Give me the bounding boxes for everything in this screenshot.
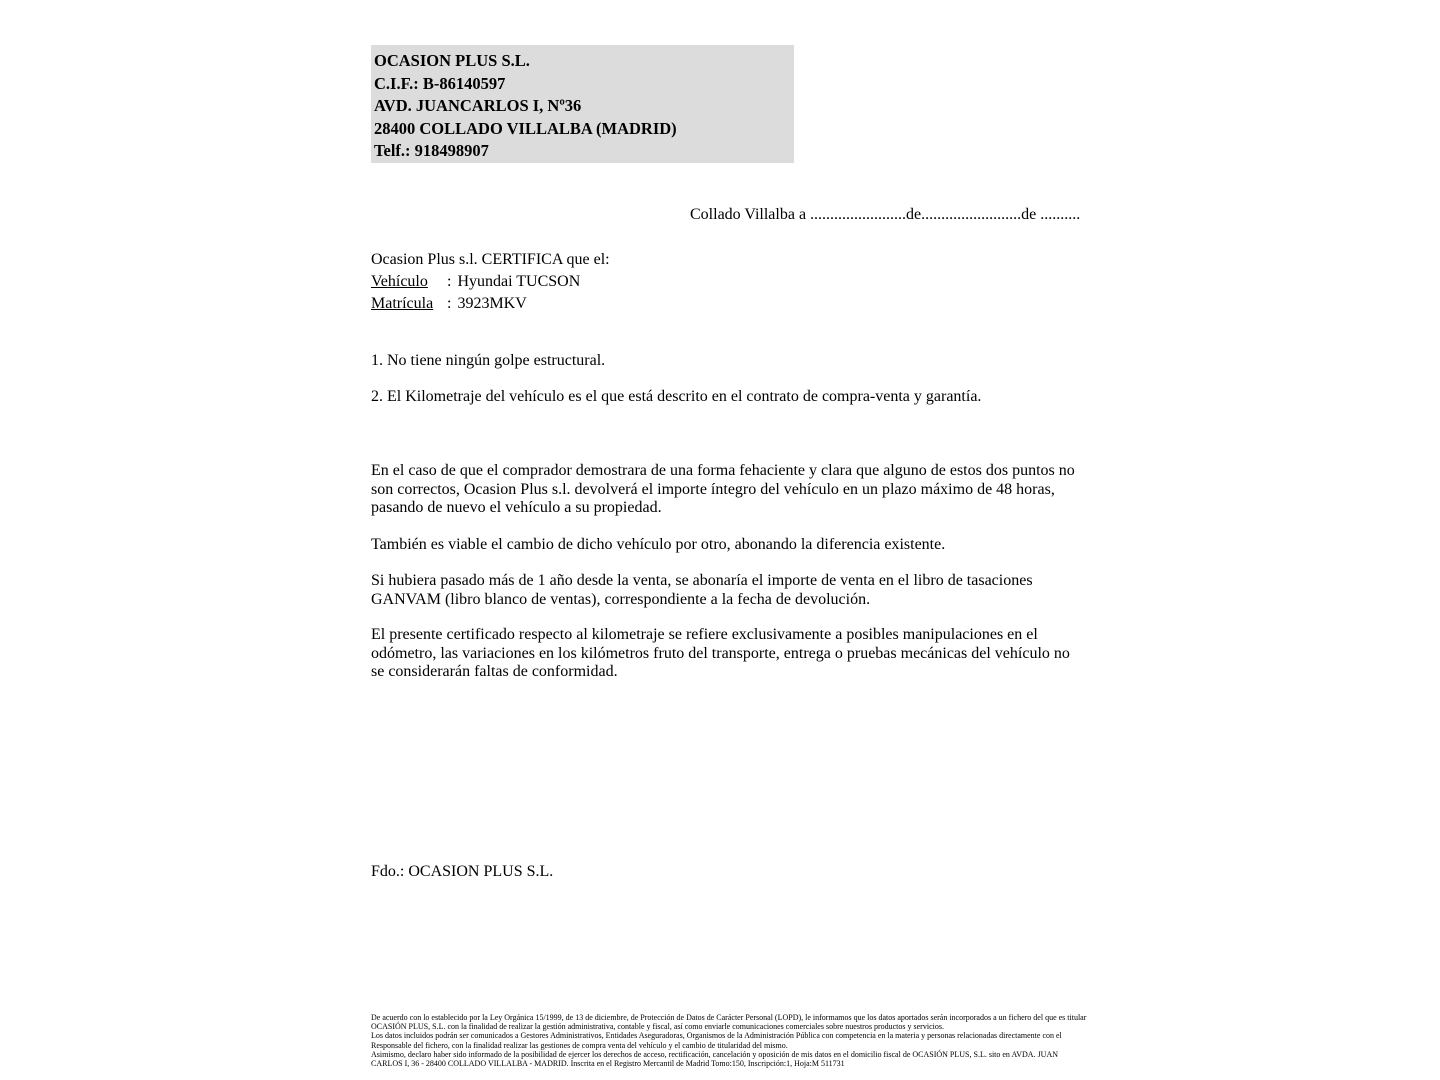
vehicle-separator: : — [447, 273, 452, 290]
company-name: OCASION PLUS S.L. — [374, 51, 530, 70]
legal-footer-line: Los datos incluidos podrán ser comunicados a Gestores Administrativos, Entidades Aseguradoras, Organismos de la Administración Pública con competencia en la materia y personas relacionadas directamente con el — [371, 1031, 1062, 1041]
date-line: Collado Villalba a ........................de.........................de .......... — [690, 206, 1081, 223]
legal-footer — [371, 1013, 1087, 1069]
paragraph-refund: En el caso de que el comprador demostrara de una forma fehaciente y clara que alguno de estos dos puntos no son correctos, Ocasion Plus s.l. devolverá el importe íntegro del vehículo en un plazo máximo de 48 horas, pasando de nuevo el vehículo a su propiedad. — [371, 462, 1075, 516]
point-mileage: 2. El Kilometraje del vehículo es el que está descrito en el contrato de compra-venta y garantía. — [371, 388, 982, 405]
plate-row — [371, 293, 610, 315]
legal-footer-line: Asimismo, declaro haber sido informado de la posibilidad de ejercer los derechos de acceso, rectificación, cancelación y oposición de mis datos en el domicilio fiscal de OCASIÓN PLUS, S.L. sito en AVDA. JUAN — [371, 1049, 1059, 1059]
signature-line: Fdo.: OCASION PLUS S.L. — [371, 863, 554, 880]
paragraph-ganvam: Si hubiera pasado más de 1 año desde la venta, se abonaría el importe de venta en el libro de tasaciones GANVAM (libro blanco de ventas), correspondiente a la fecha de devolución. — [371, 572, 1033, 608]
paragraph-exchange: También es viable el cambio de dicho vehículo por otro, abonando la diferencia existente. — [371, 536, 946, 553]
legal-footer-line: De acuerdo con lo establecido por la Ley Orgánica 15/1999, de 13 de diciembre, de Protección de Datos de Carácter Personal (LOPD), le informamos que los datos aportados serán incorporados a un fichero del que es titular — [371, 1013, 1087, 1022]
company-header-box — [371, 45, 794, 163]
company-cif: C.I.F.: B-86140597 — [374, 73, 506, 93]
legal-footer-line: Responsable del fichero, con la finalidad realizar las gestiones de compra venta del vehículo y el cambio de titularidad del mismo. — [371, 1040, 788, 1050]
paragraph-odometer: El presente certificado respecto al kilometraje se refiere exclusivamente a posibles manipulaciones en el odómetro, las variaciones en los kilómetros fruto del transporte, entrega o pruebas mecánicas del vehículo no se considerarán faltas de conformidad. — [371, 626, 1070, 680]
plate-value: 3923MKV — [457, 295, 527, 312]
certification-block — [371, 249, 610, 315]
plate-separator: : — [447, 295, 452, 312]
vehicle-row — [371, 271, 610, 293]
vehicle-value: Hyundai TUCSON — [457, 273, 581, 290]
vehicle-label: Vehículo — [371, 273, 428, 290]
point-no-structural-damage: 1. No tiene ningún golpe estructural. — [371, 352, 606, 369]
legal-footer-line: OCASIÓN PLUS, S.L. con la finalidad de realizar la gestión administrativa, contable y fiscal, así como enviarle comunicaciones comerciales sobre nuestros productos y servicios. — [371, 1022, 944, 1032]
certification-intro: Ocasion Plus s.l. CERTIFICA que el: — [371, 251, 610, 268]
plate-label: Matrícula — [371, 295, 434, 312]
company-address: AVD. JUANCARLOS I, Nº36 — [374, 96, 582, 115]
company-phone: Telf.: 918498907 — [374, 141, 489, 160]
legal-footer-line: CARLOS I, 36 - 28400 COLLADO VILLALBA - MADRID. Inscrita en el Registro Mercantil de Madrid Tomo:150, Inscripción:1, Hoja:M 511731 — [371, 1059, 845, 1069]
company-city: 28400 COLLADO VILLALBA (MADRID) — [374, 118, 677, 138]
